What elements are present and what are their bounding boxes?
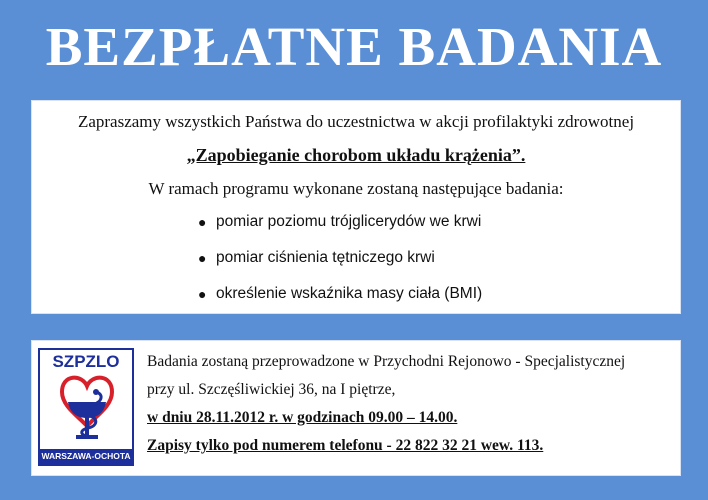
exam-item — [198, 283, 482, 319]
registration-phone-line: Zapisy tylko pod numerem telefonu - 22 822 32 21 wew. 113. — [147, 437, 544, 454]
exam-item — [198, 247, 482, 283]
logo-bottom-text: WARSZAWA-OCHOTA — [40, 449, 132, 464]
clinic-logo — [38, 348, 134, 466]
bullet-icon: ● — [198, 214, 207, 230]
program-intro-text: W ramach programu wykonane zostaną następujące badania: — [148, 179, 564, 198]
exam-list — [198, 211, 482, 319]
address-line: przy ul. Szczęśliwickiej 36, na I piętrze, — [147, 381, 396, 398]
date-time-line: w dniu 28.11.2012 r. w godzinach 09.00 – 14.00. — [147, 409, 458, 426]
page-headline: BEZPŁATNE BADANIA — [45, 16, 663, 77]
exam-item — [198, 211, 482, 247]
exam-label: pomiar poziomu trójglicerydów we krwi — [216, 213, 482, 230]
clinic-location-line: Badania zostaną przeprowadzone w Przychodni Rejonowo - Specjalistycznej — [147, 353, 626, 370]
bullet-icon: ● — [198, 250, 207, 266]
intro-text: Zapraszamy wszystkich Państwa do uczestnictwa w akcji profilaktyki zdrowotnej — [77, 112, 635, 131]
bowl-of-hygieia-heart-icon — [52, 372, 122, 444]
info-panel — [31, 340, 681, 476]
info-text-block — [147, 352, 625, 464]
exam-label: pomiar ciśnienia tętniczego krwi — [216, 249, 435, 266]
program-panel — [31, 100, 681, 314]
campaign-title: „Zapobieganie chorobom układu krążenia”. — [186, 145, 526, 165]
bullet-icon: ● — [198, 286, 207, 302]
logo-top-text: SZPZLO — [52, 352, 120, 371]
exam-label: określenie wskaźnika masy ciała (BMI) — [216, 285, 483, 302]
